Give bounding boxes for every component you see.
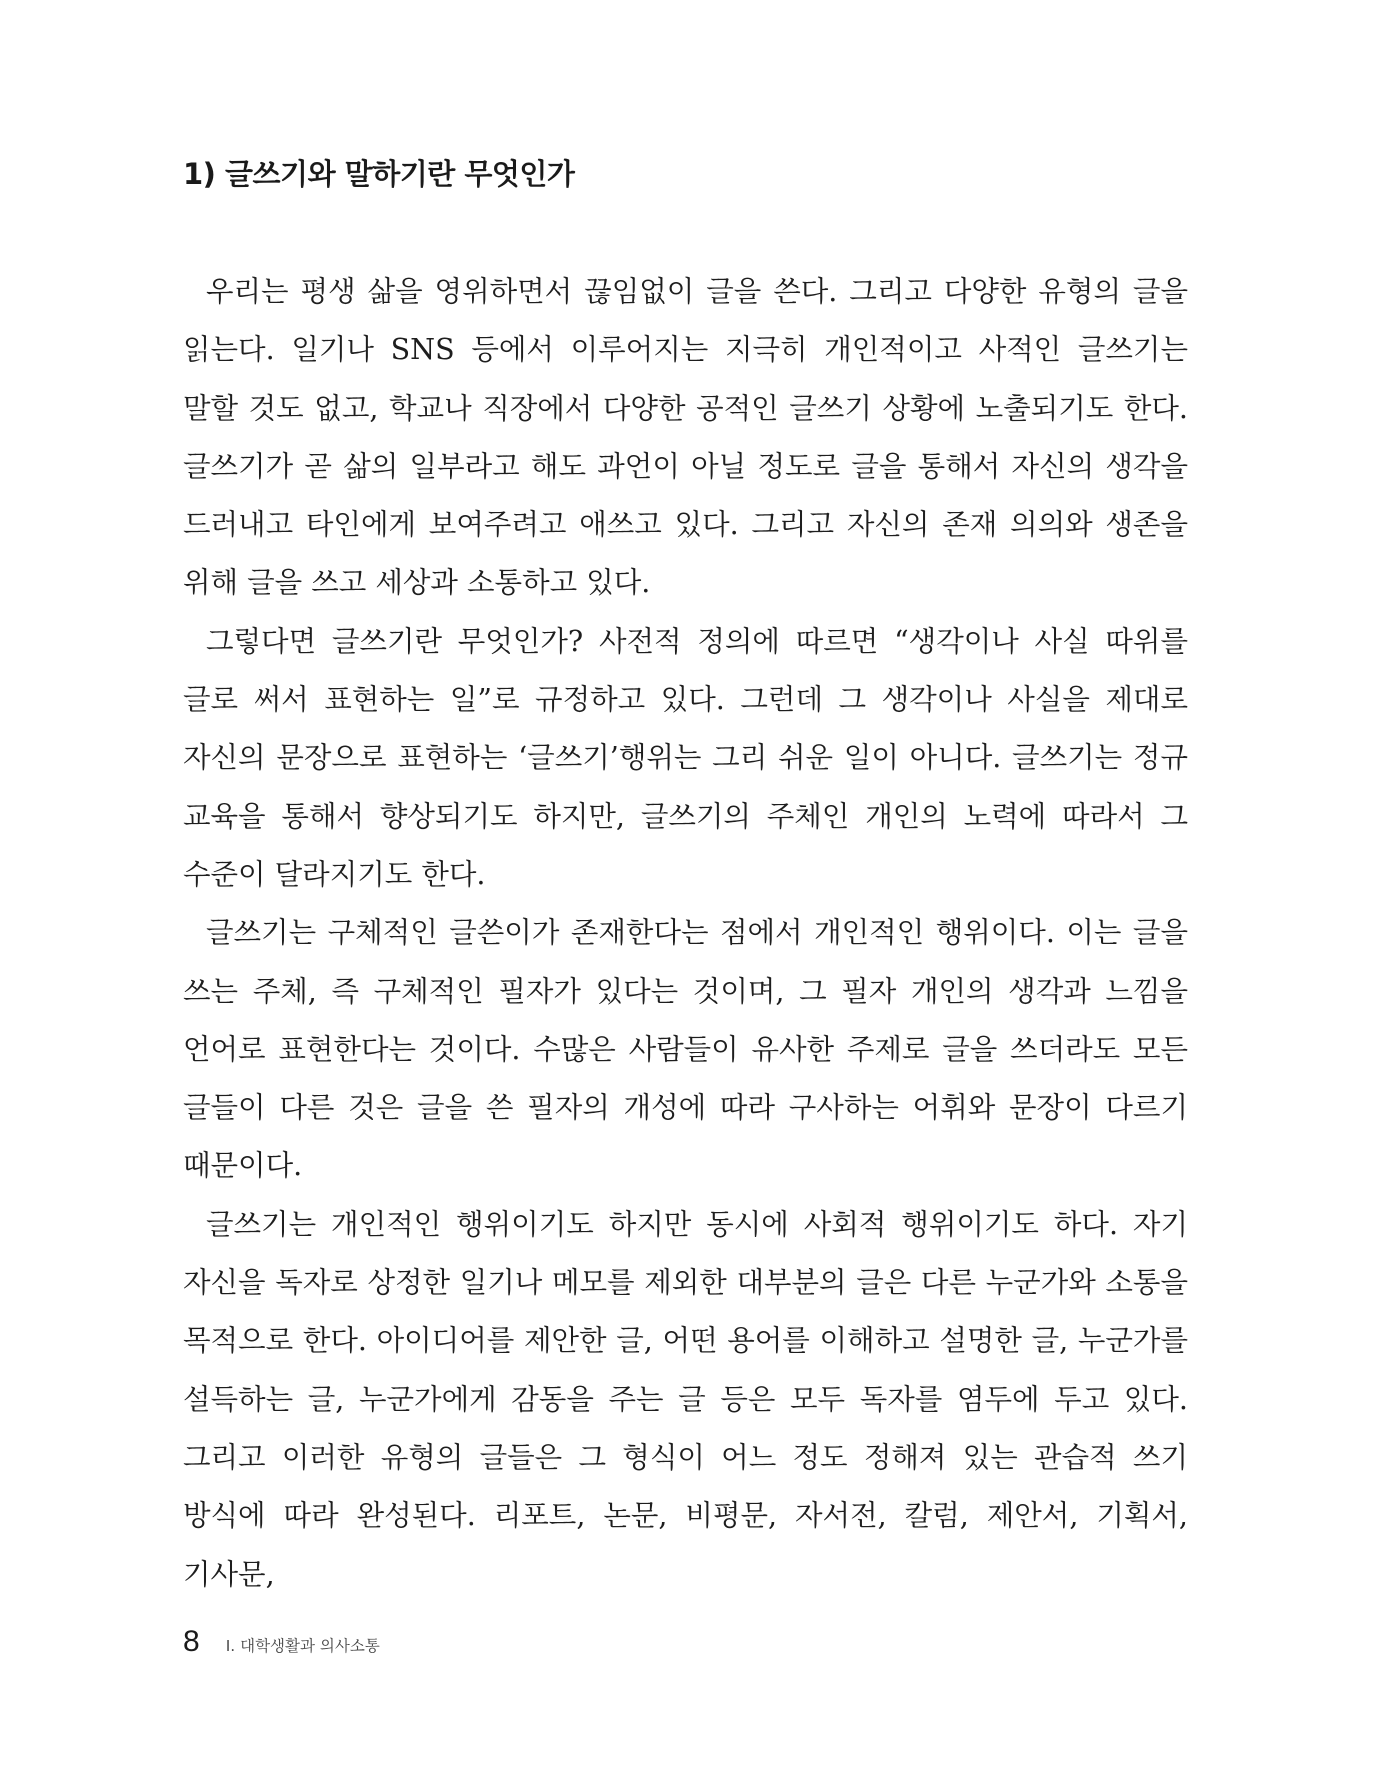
running-title: I. 대학생활과 의사소통 (225, 1637, 380, 1655)
paragraph-3: 글쓰기는 구체적인 글쓴이가 존재한다는 점에서 개인적인 행위이다. 이는 글을 쓰는 주체, 즉 구체적인 필자가 있다는 것이며, 그 필자 개인의 생각과 느낌을 언어로 표현한다는 것이다. 수많은 사람들이 유사한 주제로 글을 쓰더라도 모든 글들이 다른 것은 글을 쓴 필자의 개성에 따라 구사하는 어휘와 문장이 다르기 때문이다. (183, 916, 1188, 1183)
paragraph-1: 우리는 평생 삶을 영위하면서 끊임없이 글을 쓴다. 그리고 다양한 유형의 글을 읽는다. 일기나 SNS 등에서 이루어지는 지극히 개인적이고 사적인 글쓰기는 말할 것도 없고, 학교나 직장에서 다양한 공적인 글쓰기 상황에 노출되기도 한다. 글쓰기가 곧 삶의 일부라고 해도 과언이 아닐 정도로 글을 통해서 자신의 생각을 드러내고 타인에게 보여주려고 애쓰고 있다. 그리고 자신의 존재 의의와 생존을 위해 글을 쓰고 세상과 소통하고 있다. (183, 275, 1188, 600)
paragraph-4: 글쓰기는 개인적인 행위이기도 하지만 동시에 사회적 행위이기도 하다. 자기 자신을 독자로 상정한 일기나 메모를 제외한 대부분의 글은 다른 누군가와 소통을 목적으로 한다. 아이디어를 제안한 글, 어떤 용어를 이해하고 설명한 글, 누군가를 설득하는 글, 누군가에게 감동을 주는 글 등은 모두 독자를 염두에 두고 있다. 그리고 이러한 유형의 글들은 그 형식이 어느 정도 정해져 있는 관습적 쓰기 방식에 따라 완성된다. 리포트, 논문, 비평문, 자서전, 칼럼, 제안서, 기획서, 기사문, (183, 1207, 1188, 1591)
section-heading: 1) 글쓰기와 말하기란 무엇인가 (183, 157, 575, 191)
body-text (183, 263, 1188, 1604)
page-footer (183, 1625, 380, 1659)
page-number: 8 (183, 1625, 200, 1658)
paragraph-2: 그렇다면 글쓰기란 무엇인가? 사전적 정의에 따르면 “생각이나 사실 따위를 글로 써서 표현하는 일”로 규정하고 있다. 그런데 그 생각이나 사실을 제대로 자신의 문장으로 표현하는 ‘글쓰기’행위는 그리 쉬운 일이 아니다. 글쓰기는 정규 교육을 통해서 향상되기도 하지만, 글쓰기의 주체인 개인의 노력에 따라서 그 수준이 달라지기도 한다. (183, 624, 1188, 891)
